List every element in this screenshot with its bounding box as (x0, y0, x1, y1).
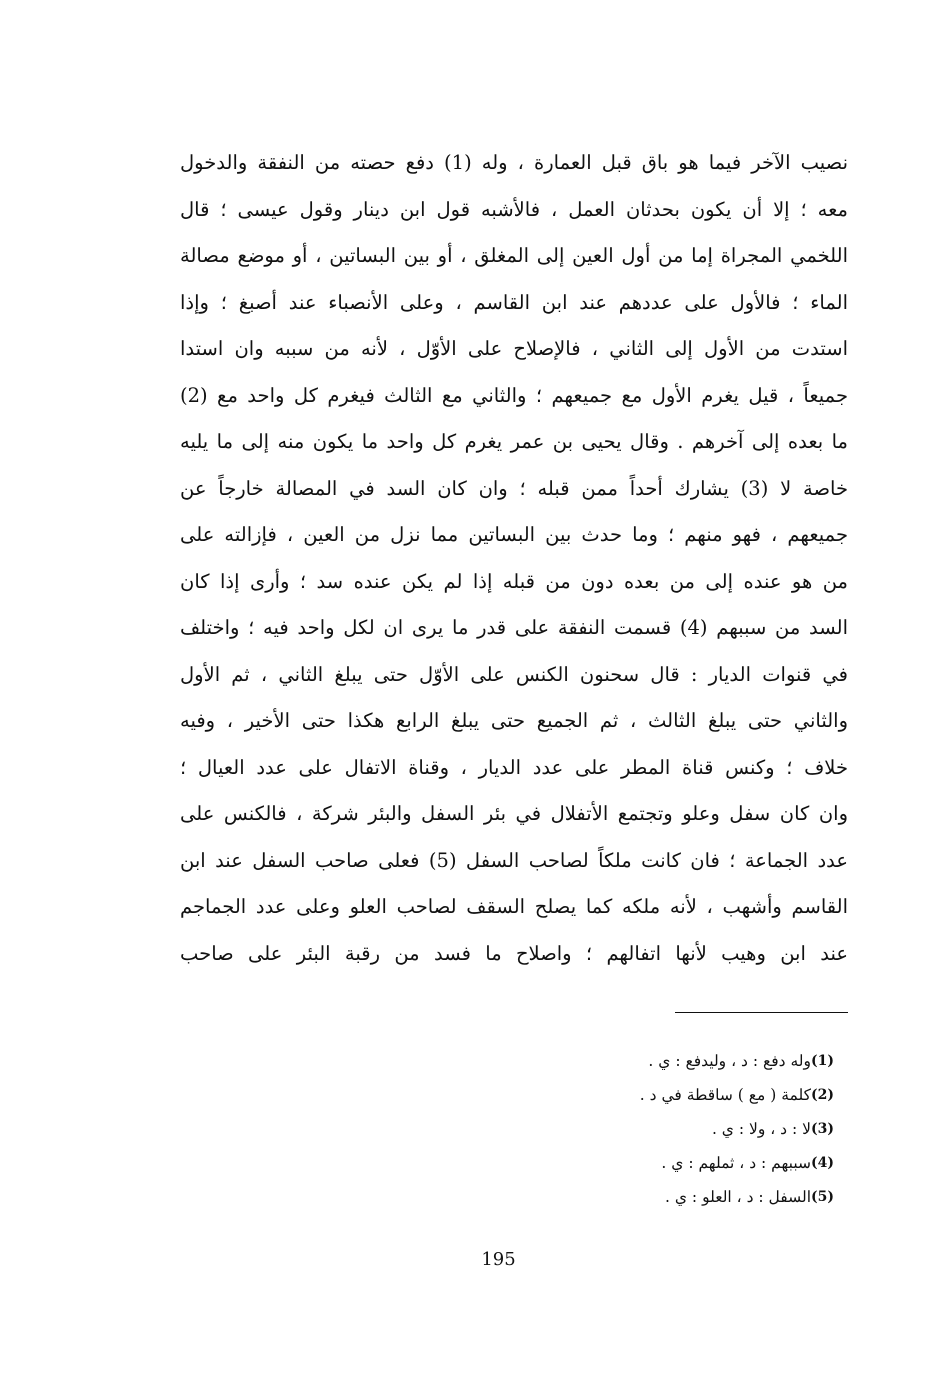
text-line: استدت من الأول إلى الثاني ، فالإصلاح على الأوّل ، لأنه من سببه وان استدا (180, 337, 848, 360)
text-line: في قنوات الديار : قال سحنون الكنس على الأوّل حتى يبلغ الثاني ، ثم الأول (180, 662, 848, 686)
footnote (400, 1044, 845, 1078)
text-line: من هو عنده إلى من بعده دون من قبله إذا لم يكن عنده سد ؛ وأرى إذا كان (180, 569, 848, 593)
page-number: 195 (481, 1249, 516, 1270)
footnote (400, 1078, 845, 1112)
footnote (400, 1180, 845, 1214)
text-line: القاسم وأشهب ، لأنه ملكه كما يصلح السقف لصاحب العلو وعلى عدد الجماجم (180, 895, 848, 918)
footnote-text: وله دفع : د ، وليدفع : ي . (648, 1052, 811, 1070)
footnote-number: (3) (811, 1121, 834, 1137)
text-line: نصيب الآخر فيما هو باق قبل العمارة ، وله (1) دفع حصته من النفقة والدخول (180, 151, 848, 174)
footnote-separator (675, 1012, 848, 1013)
text-line: جميعاً ، قيل يغرم الأول مع جميعهم ؛ والثاني مع الثالث فيغرم كل واحد مع (2) (180, 383, 848, 407)
text-line: عند ابن وهيب لأنها اتفالهم ؛ واصلاح ما فسد من رقبة البئر على صاحب (180, 941, 848, 965)
text-line: معه ؛ إلا أن يكون بحدثان العمل ، فالأشبه قول ابن دينار وقول عيسى ؛ قال (180, 197, 848, 221)
footnote-number: (4) (811, 1155, 834, 1171)
footnote (400, 1146, 845, 1180)
text-line: عدد الجماعة ؛ فان كانت ملكاً لصاحب السفل (5) فعلى صاحب السفل عند ابن (180, 848, 848, 872)
text-line: اللخمي المجراة إما من أول العين إلى المغلق ، أو بين البساتين ، أو موضع مصالة (180, 244, 848, 267)
footnote-number: (1) (811, 1053, 834, 1069)
footnote-text: السفل : د ، العلو : ي . (665, 1188, 811, 1206)
main-text-block (180, 140, 848, 977)
footnotes-block (400, 1044, 845, 1214)
footnote-text: كلمة ( مع ) ساقطة في د . (639, 1086, 811, 1104)
text-line: ما بعده إلى آخرهم . وقال يحيى بن عمر يغرم كل واحد ما يكون منه إلى ما يليه (180, 430, 848, 453)
text-line: جميعهم ، فهو منهم ؛ وما حدث بين البساتين مما نزل من العين ، فإزالته على (180, 523, 848, 546)
text-line: الماء ؛ فالأول على عددهم عند ابن القاسم ، وعلى الأنصباء عند أصبغ ؛ وإذا (180, 290, 848, 314)
footnote-number: (2) (811, 1087, 834, 1103)
text-line: والثاني حتى يبلغ الثالث ، ثم الجميع حتى يبلغ الرابع هكذا حتى الأخير ، وفيه (180, 709, 848, 732)
text-line: خلاف ؛ وكنس قناة المطر على عدد الديار ، وقناة الاتفال على عدد العيال ؛ (180, 755, 848, 779)
text-line: السد من سببهم (4) قسمت النفقة على قدر ما يرى ان لكل واحد فيه ؛ واختلف (180, 616, 848, 639)
text-line: وان كان سفل وعلو وتجتمع الأتفلال في بئر السفل والبئر شركة ، فالكنس على (180, 802, 848, 825)
text-line: خاصة لا (3) يشارك أحداً ممن قبله ؛ وان كان السد في المصالة خارجاً عن (180, 476, 848, 500)
footnote-number: (5) (811, 1189, 834, 1205)
footnote-text: سببهم : د ، ثملهم : ي . (661, 1154, 811, 1172)
footnote (400, 1112, 845, 1146)
footnote-text: لا : د ، ولا : ي . (711, 1120, 811, 1138)
